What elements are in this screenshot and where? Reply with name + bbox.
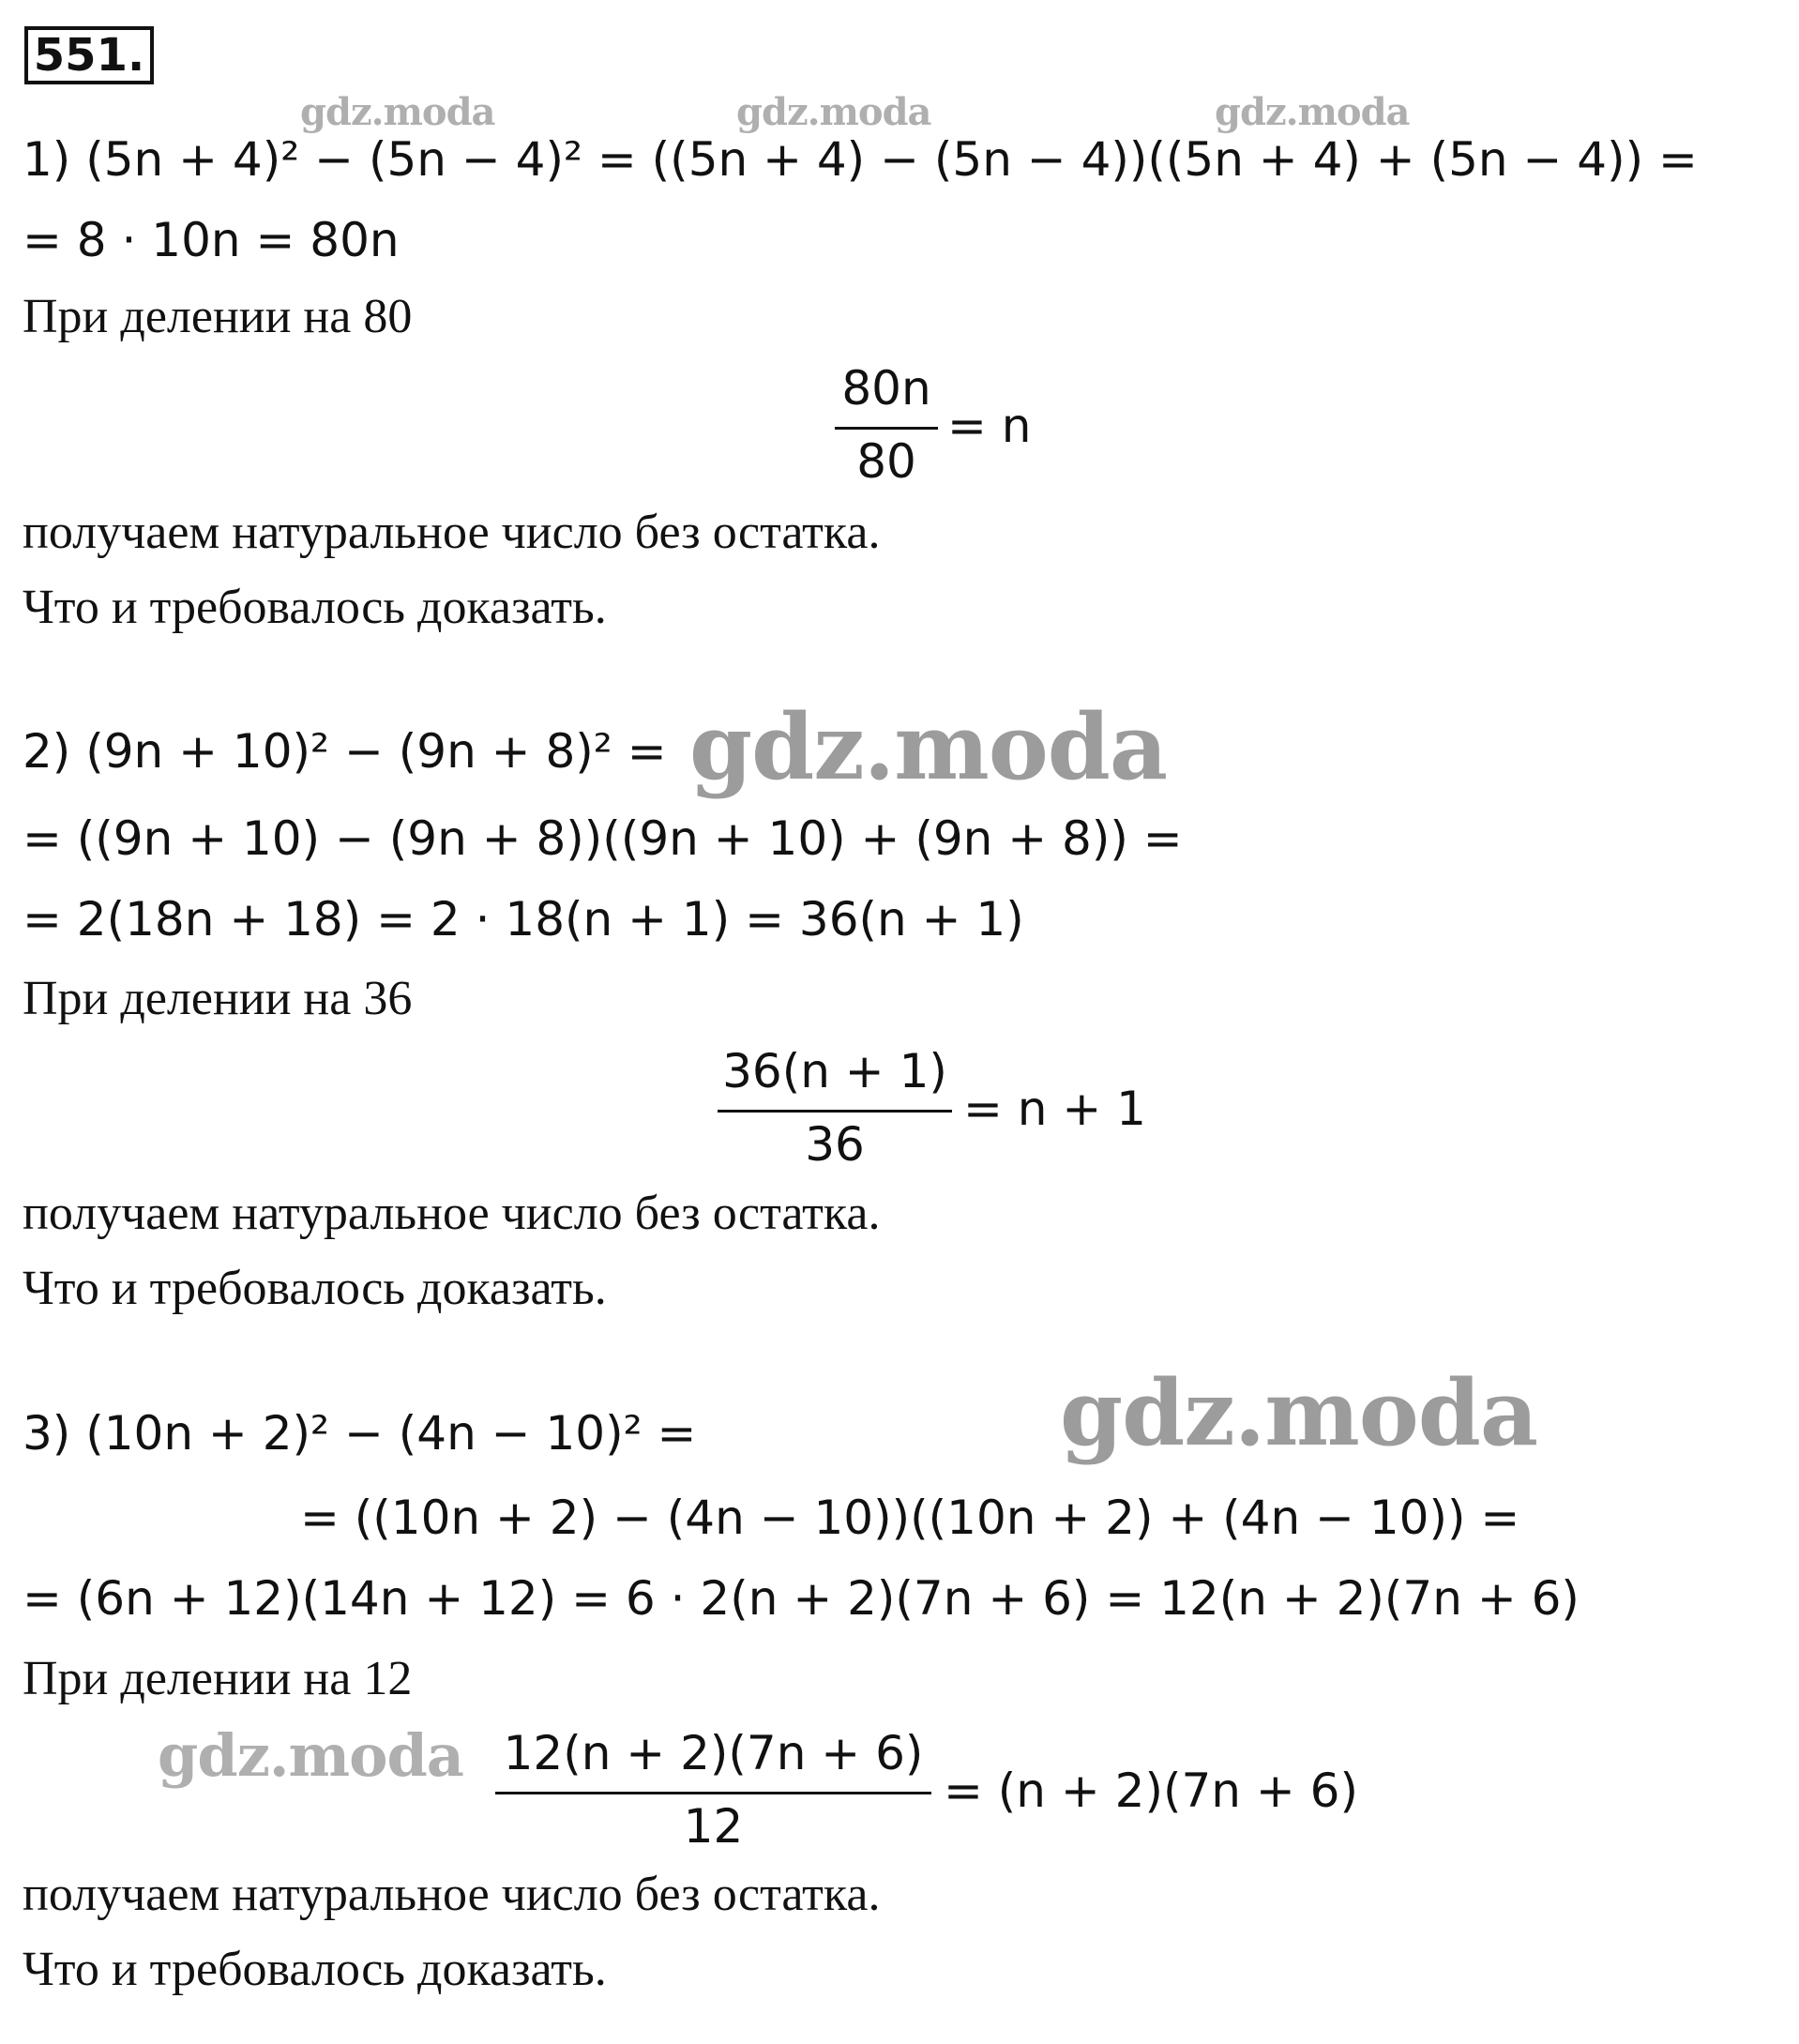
fraction-result: = n (947, 399, 1032, 453)
fraction-bar (718, 1110, 952, 1113)
fraction-numerator: 12(n + 2)(7n + 6) (503, 1726, 924, 1780)
fraction-denominator: 80 (856, 434, 916, 489)
part1-line2: = 8 · 10n = 80n (23, 213, 400, 267)
part2-line1: 2) (9n + 10)² − (9n + 8)² = (23, 724, 667, 779)
part2-line2: = ((9n + 10) − (9n + 8))((9n + 10) + (9n + 8)) = (23, 811, 1183, 866)
part3-line2: = ((10n + 2) − (4n − 10))((10n + 2) + (4n − 10)) = (300, 1491, 1520, 1545)
part1-line1: 1) (5n + 4)² − (5n − 4)² = ((5n + 4) − (5n − 4))((5n + 4) + (5n − 4)) = (23, 132, 1698, 187)
watermark: gdz.moda (689, 694, 1168, 800)
part3-qed: Что и требовалось доказать. (23, 1943, 607, 1996)
part2-conclusion: получаем натуральное число без остатка. (23, 1187, 881, 1240)
part3-line1: 3) (10n + 2)² − (4n − 10)² = (23, 1406, 697, 1461)
watermark: gdz.moda (1215, 90, 1410, 134)
part3-line3: = (6n + 12)(14n + 12) = 6 · 2(n + 2)(7n + 6) = 12(n + 2)(7n + 6) (23, 1571, 1580, 1626)
fraction-bar (835, 427, 938, 430)
part1-conclusion: получаем натуральное число без остатка. (23, 506, 881, 559)
fraction-denominator: 36 (805, 1117, 865, 1172)
fraction-result: = (n + 2)(7n + 6) (944, 1764, 1358, 1818)
part2-division-text: При делении на 36 (23, 972, 413, 1025)
fraction-numerator: 80n (841, 361, 931, 416)
problem-number: 551. (24, 26, 154, 84)
watermark: gdz.moda (300, 90, 495, 134)
watermark: gdz.moda (158, 1721, 463, 1790)
fraction-result: = n + 1 (963, 1082, 1146, 1136)
watermark: gdz.moda (1060, 1360, 1538, 1466)
part1-division-text: При делении на 80 (23, 290, 413, 343)
fraction-bar (495, 1792, 931, 1794)
part1-qed: Что и требовалось доказать. (23, 581, 607, 634)
part2-line3: = 2(18n + 18) = 2 · 18(n + 1) = 36(n + 1) (23, 892, 1024, 946)
watermark: gdz.moda (736, 90, 931, 134)
fraction-numerator: 36(n + 1) (722, 1044, 947, 1098)
fraction-denominator: 12 (683, 1799, 744, 1854)
part3-conclusion: получаем натуральное число без остатка. (23, 1868, 881, 1921)
part3-division-text: При делении на 12 (23, 1652, 413, 1705)
part2-qed: Что и требовалось доказать. (23, 1262, 607, 1315)
